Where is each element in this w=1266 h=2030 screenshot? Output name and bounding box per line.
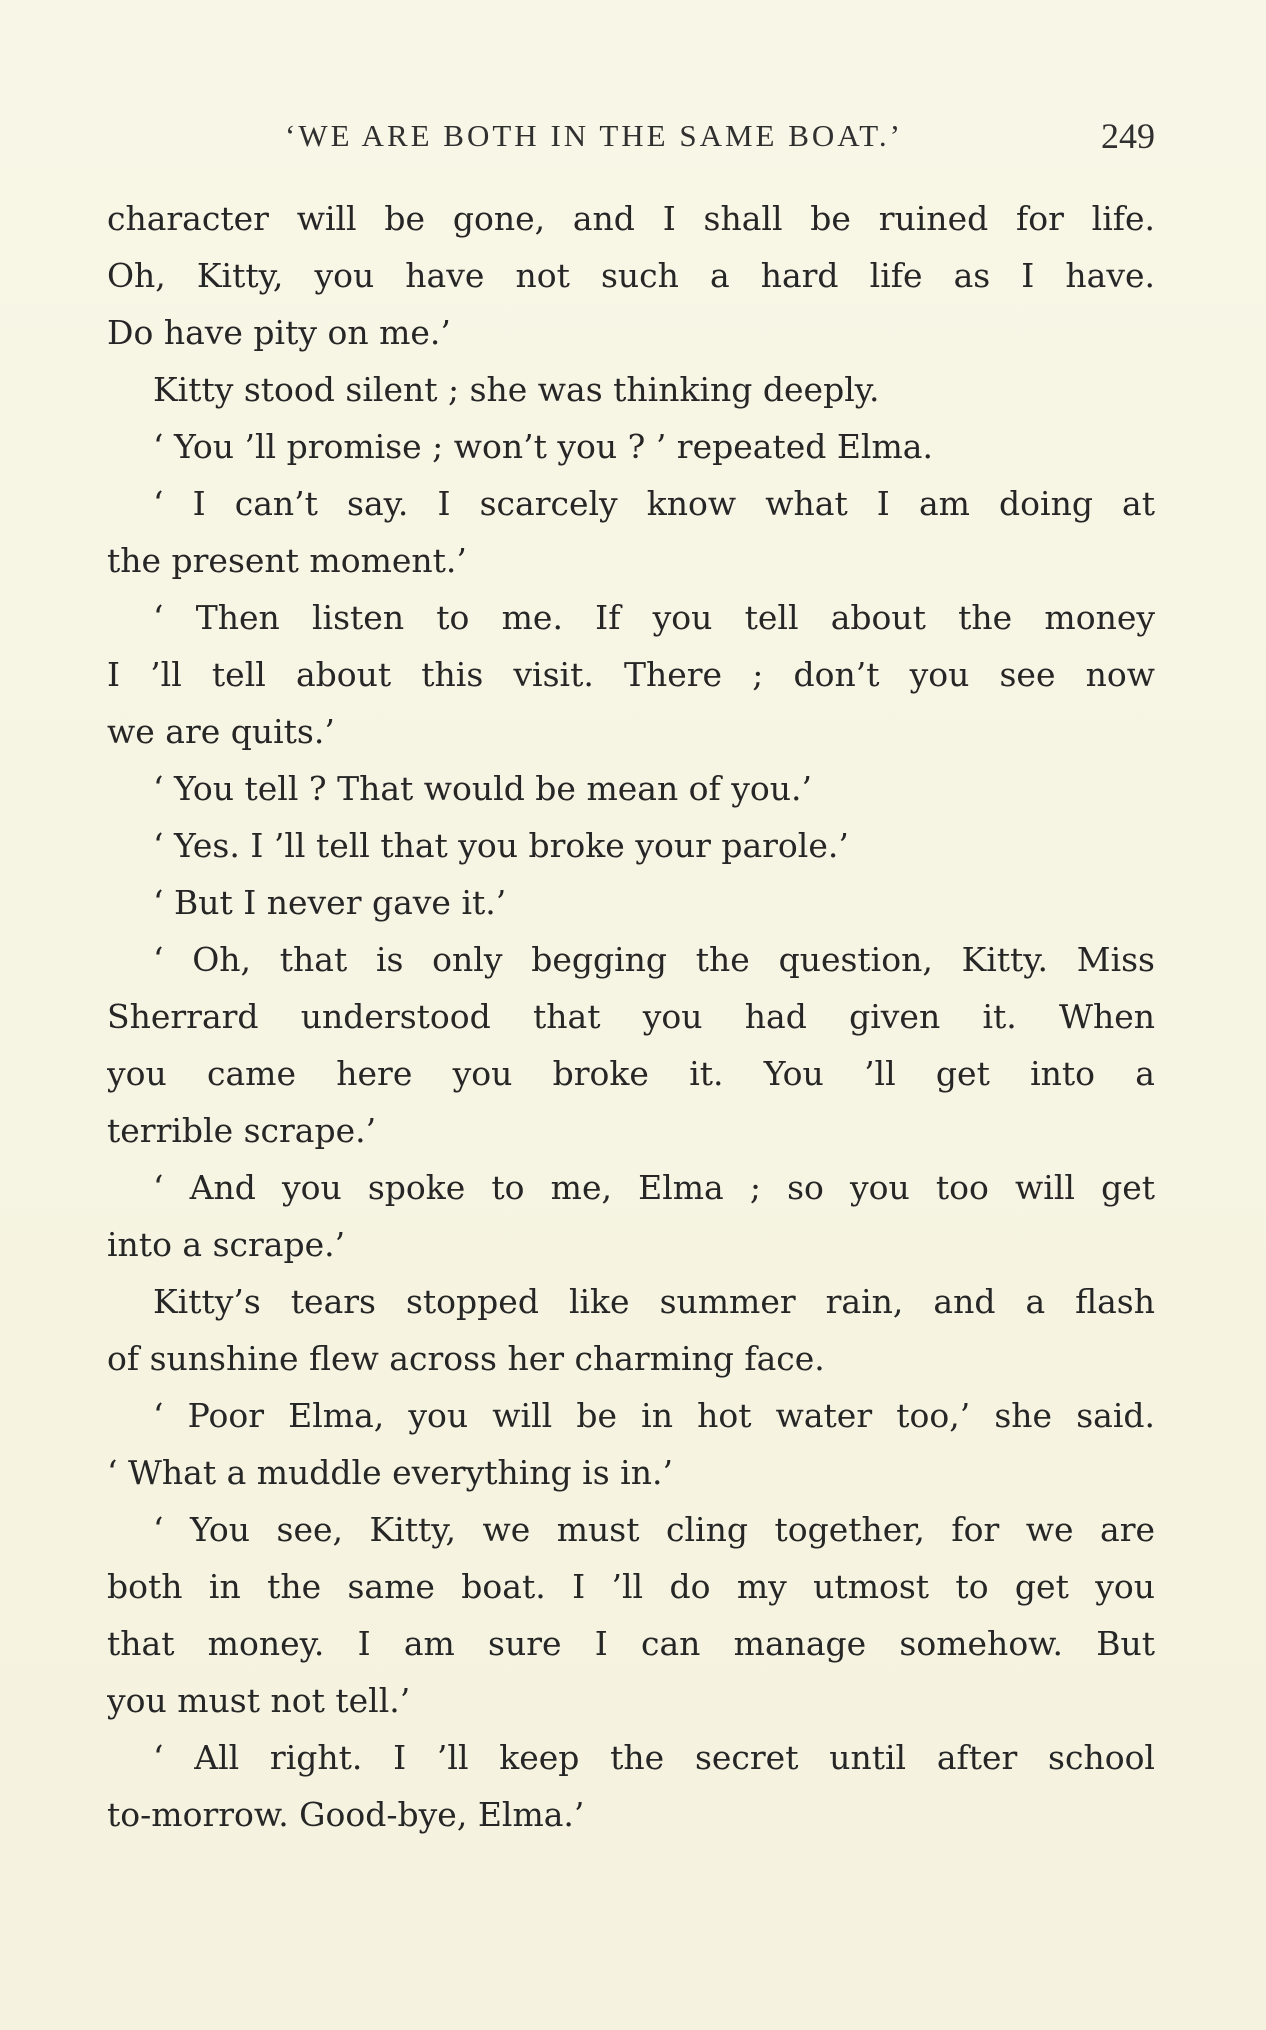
text-line: ‘ You ’ll promise ; won’t you ? ’ repeated Elma. — [153, 427, 933, 466]
page-number: 249 — [1101, 116, 1155, 156]
text-line: ‘ What a muddle everything is in.’ — [107, 1453, 673, 1492]
text-line: terrible scrape.’ — [107, 1111, 377, 1150]
text-line: character will be gone, and I shall be ruined for life. — [107, 199, 1155, 238]
text-line: Kitty stood silent ; she was thinking deeply. — [153, 370, 880, 409]
text-line: we are quits.’ — [107, 712, 335, 751]
text-line: of sunshine flew across her charming face. — [107, 1339, 825, 1378]
text-line: ‘ I can’t say. I scarcely know what I am doing at — [153, 484, 1155, 523]
text-line: ‘ All right. I ’ll keep the secret until after school — [153, 1738, 1155, 1777]
text-line: to-morrow. Good-bye, Elma.’ — [107, 1795, 585, 1834]
text-line: ‘ And you spoke to me, Elma ; so you too will get — [153, 1168, 1155, 1207]
text-line: into a scrape.’ — [107, 1225, 346, 1264]
body-text — [107, 190, 1155, 1843]
text-line: Oh, Kitty, you have not such a hard life as I have. — [107, 256, 1155, 295]
text-line: ‘ But I never gave it.’ — [153, 883, 507, 922]
text-line: you must not tell.’ — [107, 1681, 411, 1720]
text-line: you came here you broke it. You ’ll get into a — [107, 1054, 1155, 1093]
running-head — [107, 112, 1155, 160]
text-line: I ’ll tell about this visit. There ; don’t you see now — [107, 655, 1155, 694]
text-line: Kitty’s tears stopped like summer rain, and a flash — [153, 1282, 1155, 1321]
text-line: ‘ Then listen to me. If you tell about the money — [153, 598, 1155, 637]
text-line: Do have pity on me.’ — [107, 313, 451, 352]
text-line: Sherrard understood that you had given it. When — [107, 997, 1155, 1036]
text-line: ‘ Yes. I ’ll tell that you broke your parole.’ — [153, 826, 849, 865]
text-line: ‘ You see, Kitty, we must cling together, for we are — [153, 1510, 1155, 1549]
text-line: that money. I am sure I can manage somehow. But — [107, 1624, 1155, 1663]
text-line: ‘ You tell ? That would be mean of you.’ — [153, 769, 813, 808]
text-line: ‘ Oh, that is only begging the question, Kitty. Miss — [153, 940, 1155, 979]
text-line: ‘ Poor Elma, you will be in hot water too,’ she said. — [153, 1396, 1155, 1435]
text-line: both in the same boat. I ’ll do my utmost to get you — [107, 1567, 1155, 1606]
text-line: the present moment.’ — [107, 541, 467, 580]
running-title: ‘WE ARE BOTH IN THE SAME BOAT.’ — [285, 118, 903, 153]
